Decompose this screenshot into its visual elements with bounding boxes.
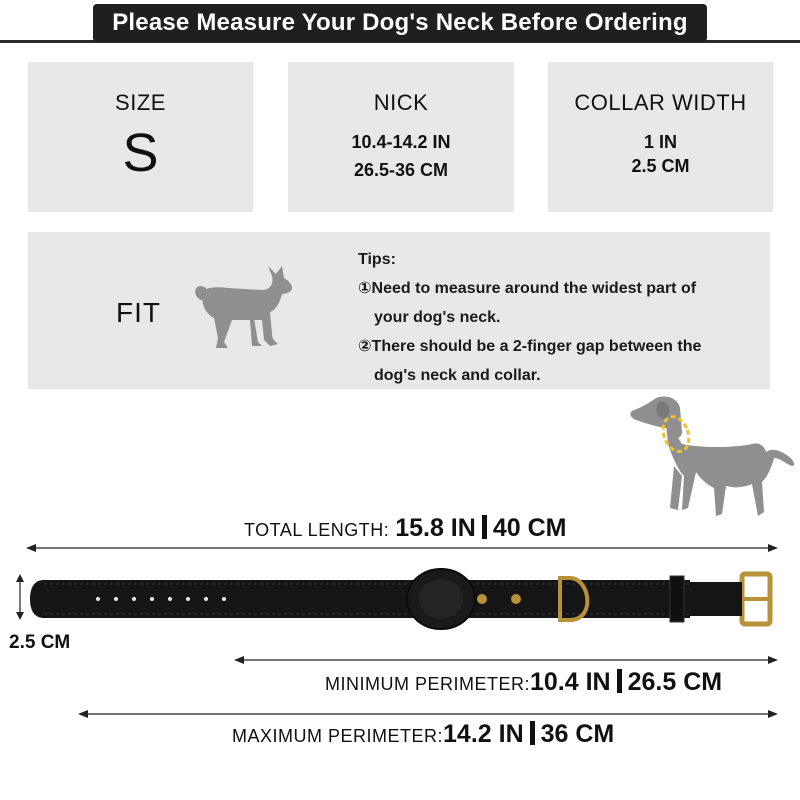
total-length-row [244,512,566,543]
size-box [28,62,253,212]
total-length-cm: 40 CM [492,514,567,542]
neck-cm: 26.5-36 CM [353,160,449,180]
collar-width-cm: 2.5 CM [631,156,690,176]
neck-inches: 10.4-14.2 IN [351,132,451,152]
size-label: SIZE [115,90,166,115]
minimum-perimeter-inches: 10.4 IN [530,668,611,696]
tip-1-line-1: ①Need to measure around the widest part of [358,280,697,297]
maximum-perimeter-row [232,718,614,749]
collar-width-arrow [12,572,28,622]
tips-block [358,245,701,390]
tip-2-line-2: dog's neck and collar. [374,367,541,384]
neck-label: NICK [373,90,429,115]
minimum-perimeter-cm: 26.5 CM [627,668,723,696]
tip-1-line-2: your dog's neck. [374,309,501,326]
total-length-separator [482,515,487,539]
tip-2-line-1: ②There should be a 2-finger gap between the [358,338,702,355]
maximum-perimeter-inches: 14.2 IN [443,720,524,748]
total-length-label: TOTAL LENGTH: [244,520,390,540]
maximum-perimeter-label: MAXIMUM PERIMETER: [232,726,444,746]
collar-width-label: COLLAR WIDTH [574,90,747,115]
tips-title: Tips: [358,251,396,268]
minimum-perimeter-label: MINIMUM PERIMETER: [325,674,530,694]
collar-width-box [548,62,773,212]
minimum-perimeter-row [325,666,722,697]
minimum-perimeter-separator [617,669,622,693]
maximum-perimeter-cm: 36 CM [540,720,615,748]
corgi-silhouette-icon [188,262,300,354]
dog-silhouette-icon [622,392,798,520]
total-length-arrow [24,540,780,556]
collar-image [30,562,780,640]
collar-width-measure: 2.5 CM [9,632,71,653]
page-title: Please Measure Your Dog's Neck Before Ordering [93,4,707,42]
size-value: S [122,123,159,183]
fit-label: FIT [116,297,161,328]
neck-box [288,62,514,212]
maximum-perimeter-separator [530,721,535,745]
total-length-inches: 15.8 IN [395,514,476,542]
collar-width-inches: 1 IN [643,132,677,152]
